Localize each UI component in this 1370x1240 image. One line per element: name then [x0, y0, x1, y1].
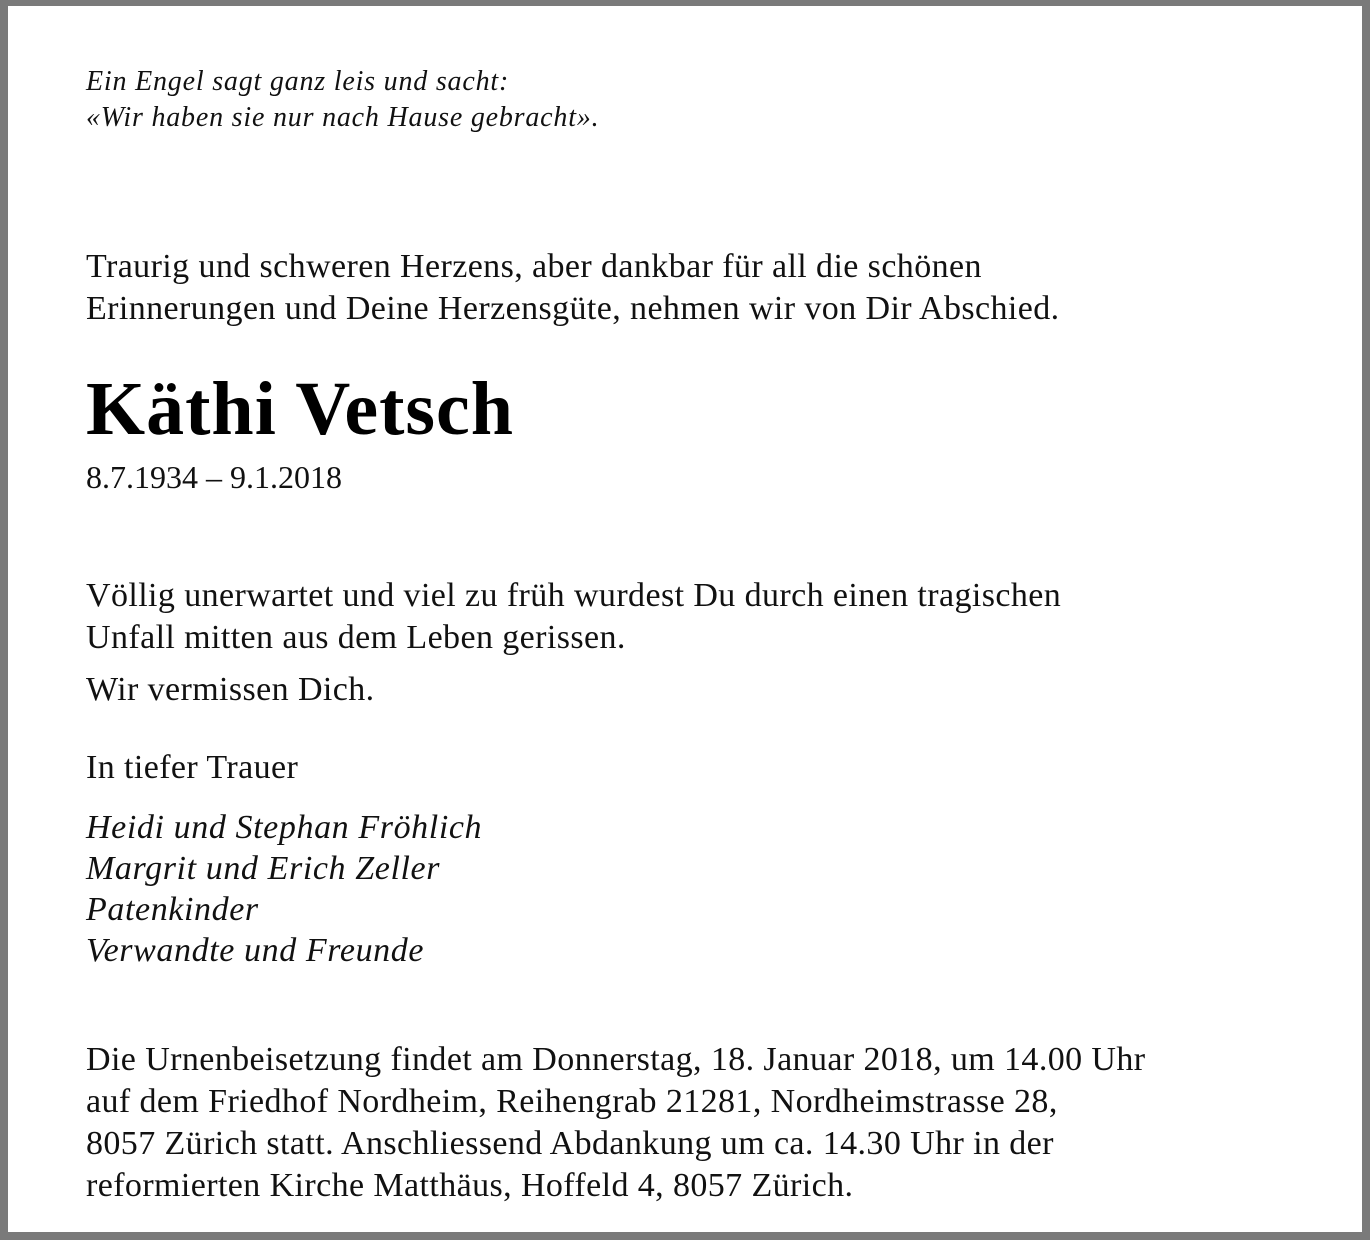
life-dates: 8.7.1934 – 9.1.2018	[86, 459, 342, 495]
intro-line-2: Erinnerungen und Deine Herzensgüte, nehmen wir von Dir Abschied.	[86, 290, 1060, 327]
message-line-1: Völlig unerwartet und viel zu früh wurdest Du durch einen tragischen	[86, 577, 1062, 614]
mourner-item: Verwandte und Freunde	[86, 932, 425, 969]
ceremony-line-1: Die Urnenbeisetzung findet am Donnerstag, 18. Januar 2018, um 14.00 Uhr	[86, 1041, 1146, 1078]
ceremony-line-3: 8057 Zürich statt. Anschliessend Abdankung um ca. 14.30 Uhr in der	[86, 1125, 1054, 1162]
mourning-heading: In tiefer Trauer	[86, 749, 299, 786]
obituary-content	[86, 64, 1336, 1207]
mourner-item: Margrit und Erich Zeller	[86, 850, 441, 887]
motto-verse	[86, 64, 1336, 136]
mourners-list	[86, 807, 1336, 971]
intro-line-1: Traurig und schweren Herzens, aber dankbar für all die schönen	[86, 248, 982, 285]
ceremony-line-4: reformierten Kirche Matthäus, Hoffeld 4, 8057 Zürich.	[86, 1167, 854, 1204]
deceased-name: Käthi Vetsch	[86, 367, 514, 451]
ceremony-paragraph	[86, 1039, 1336, 1207]
intro-paragraph	[86, 246, 1336, 330]
motto-line-2: «Wir haben sie nur nach Hause gebracht».	[86, 102, 600, 133]
miss-line: Wir vermissen Dich.	[86, 671, 375, 708]
ceremony-line-2: auf dem Friedhof Nordheim, Reihengrab 21281, Nordheimstrasse 28,	[86, 1083, 1058, 1120]
message-line-2: Unfall mitten aus dem Leben gerissen.	[86, 619, 626, 656]
message-paragraph	[86, 575, 1336, 659]
mourner-item: Patenkinder	[86, 891, 259, 928]
motto-line-1: Ein Engel sagt ganz leis und sacht:	[86, 66, 510, 97]
mourner-item: Heidi und Stephan Fröhlich	[86, 809, 483, 846]
